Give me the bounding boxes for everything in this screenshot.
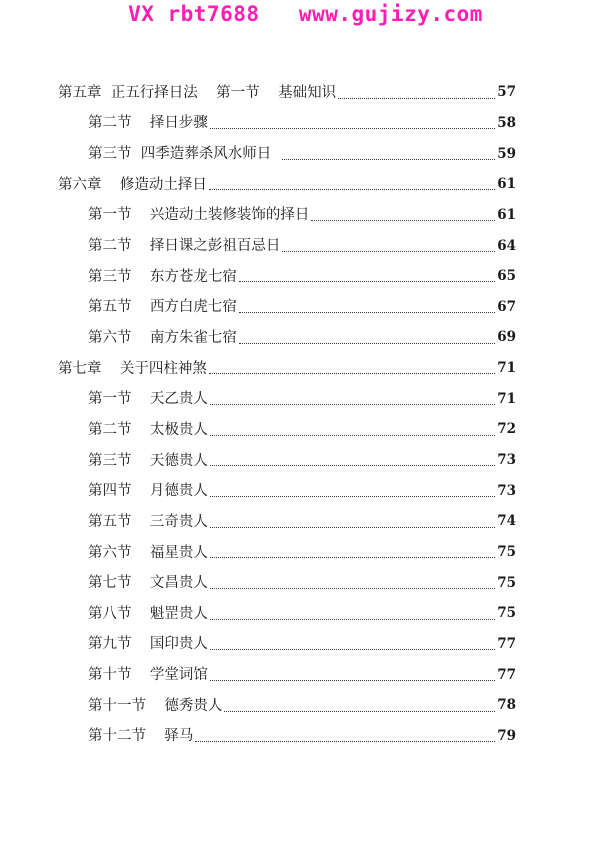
toc-entry-label: 第二节 择日步骤 [88,115,208,132]
toc-entry-label: 第七章 关于四柱神煞 [58,360,207,377]
watermark-text: VX rbt7688 www.gujizy.com [128,2,483,26]
toc-page-number: 59 [497,145,516,162]
toc-section-entry [88,538,516,568]
toc-entry-label: 第五节 三奇贵人 [88,513,208,530]
dot-leader [210,649,495,650]
toc-page-number: 72 [497,421,516,438]
toc-entry-label: 第一节 兴造动土装修装饰的择日 [88,207,310,224]
dot-leader [311,220,495,221]
toc-section-entry [88,109,516,139]
toc-section-entry [88,660,516,690]
toc-entry-label: 第二节 择日课之彭祖百忌日 [88,238,281,254]
toc-page-number: 77 [497,666,516,683]
toc-page-number: 65 [497,268,516,285]
toc-entry-label: 第十一节 德秀贵人 [88,697,223,714]
toc-entry-label: 第八节 魁罡贵人 [88,605,208,622]
dot-leader [209,373,495,374]
dot-leader [210,619,495,620]
dot-leader [210,404,495,405]
toc-page-number: 75 [497,544,516,560]
toc-entry-label: 第六节 福星贵人 [88,544,208,561]
toc-page-number: 79 [497,727,516,744]
toc-page-number: 73 [497,482,516,499]
dot-leader [210,435,495,436]
toc-entry-label: 第六节 南方朱雀七宿 [88,329,237,346]
toc-section-entry [88,568,516,598]
dot-leader [282,159,495,160]
toc-chapter-entry [58,170,516,200]
toc-page-number: 78 [497,697,516,714]
toc-page-number: 57 [497,84,516,101]
toc-page-number: 71 [497,390,516,407]
dot-leader [210,527,495,528]
toc-section-entry [88,507,516,537]
toc-page-number: 69 [497,329,516,346]
toc-page-number: 67 [497,298,516,315]
dot-leader [338,98,495,99]
toc-section-entry [88,323,516,353]
dot-leader [210,557,495,558]
toc-entry-label: 第五节 西方白虎七宿 [88,299,237,316]
dot-leader [282,251,495,252]
toc-section-entry [88,446,516,476]
dot-leader [195,741,495,742]
toc-entry-label: 第四节 月德贵人 [88,483,208,500]
dot-leader [210,588,495,589]
toc-section-entry [88,201,516,231]
dot-leader [210,680,495,681]
toc-section-entry [88,385,516,415]
toc-page-number: 58 [497,114,516,131]
toc-entry-label: 第五章 正五行择日法 第一节 基础知识 [58,84,337,101]
toc-entry-label: 第三节 天德贵人 [88,452,208,469]
toc-section-entry [88,293,516,323]
toc-entry-label: 第一节 天乙贵人 [88,391,208,408]
toc-page-number: 74 [497,513,516,530]
toc-entry-label: 第三节 四季造葬杀风水师日 [88,146,281,163]
dot-leader [224,711,495,712]
toc-entry-label: 第七节 文昌贵人 [88,575,208,592]
toc-page-number: 61 [497,176,516,193]
dot-leader [239,312,495,313]
dot-leader [239,281,495,282]
toc-section-entry [88,691,516,721]
dot-leader [209,189,495,190]
toc-entry-label: 第十节 学堂词馆 [88,667,208,684]
dot-leader [210,465,495,466]
toc-entry-label: 第六章 修造动土择日 [58,176,207,193]
toc-entry-label: 第二节 太极贵人 [88,421,208,438]
toc-section-entry [88,262,516,292]
toc-section-entry [88,139,516,169]
toc-entry-label: 第九节 国印贵人 [88,636,208,653]
toc-section-entry [88,476,516,506]
toc-section-entry [88,630,516,660]
toc-chapter-entry [58,354,516,384]
toc-entry-label: 第十二节 驿马 [88,728,194,745]
dot-leader [239,343,495,344]
toc-page-number: 73 [497,452,516,469]
toc-entry-label: 第三节 东方苍龙七宿 [88,268,237,285]
toc-page-number: 71 [497,360,516,377]
toc-section-entry [88,722,516,752]
dot-leader [210,496,495,497]
toc-section-entry [88,231,516,261]
dot-leader [210,128,495,129]
toc-page-number: 75 [497,605,516,622]
toc-section-entry [88,599,516,629]
toc-page-number: 77 [497,635,516,652]
toc-page-number: 61 [497,206,516,223]
toc-page-number: 75 [497,574,516,591]
toc-section-entry [88,415,516,445]
toc-chapter-entry [58,78,516,108]
toc-page-number: 64 [497,237,516,254]
